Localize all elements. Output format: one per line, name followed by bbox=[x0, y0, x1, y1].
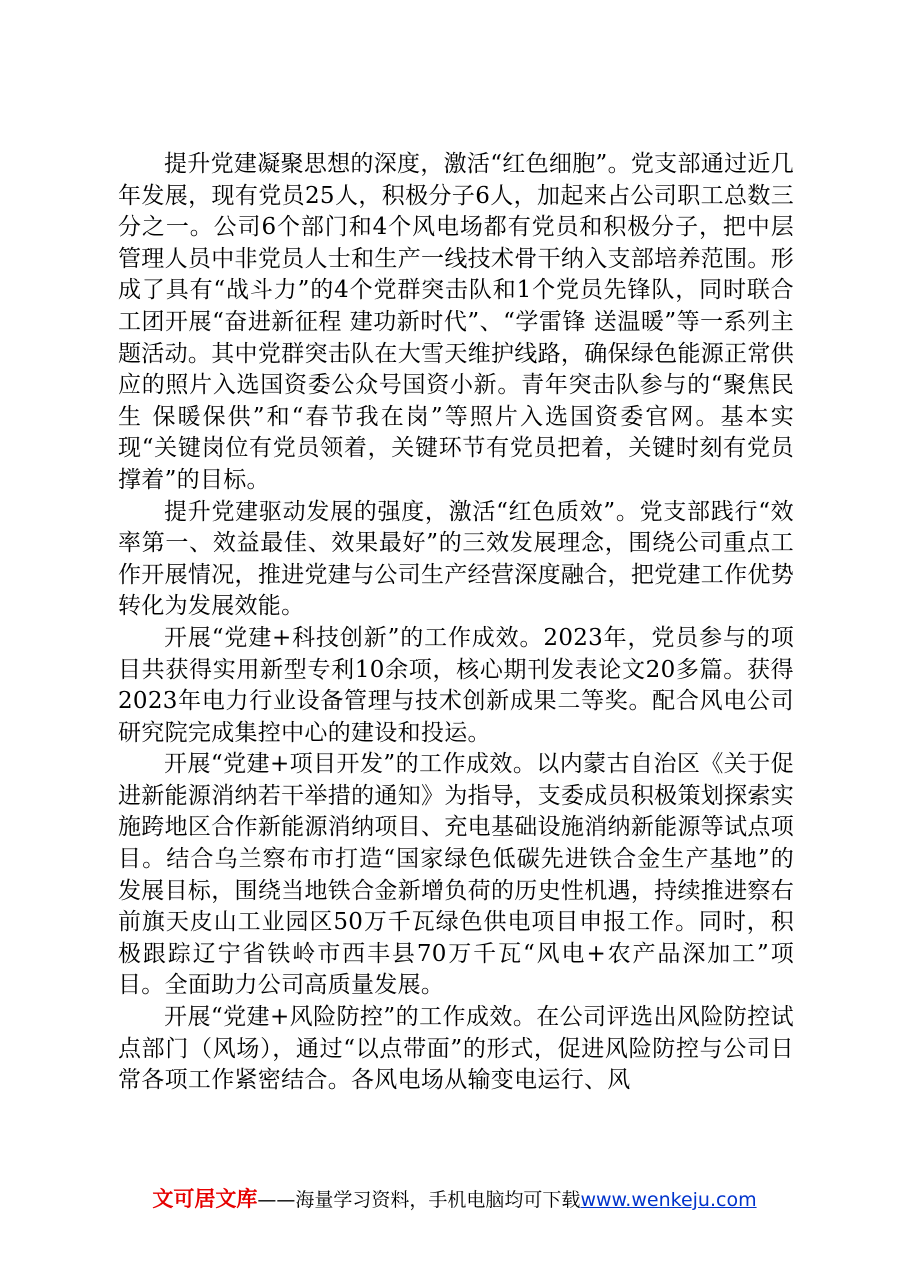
paragraph-party-driven-development: 提升党建驱动发展的强度，激活“红色质效”。党支部践行“效率第一、效益最佳、效果最好”的三效发展理念，围绕公司重点工作开展情况，推进党建与公司生产经营深度融合，把党建工作优势转化为发展效能。 bbox=[118, 498, 794, 620]
footer-brand: 文可居文库 bbox=[152, 1187, 258, 1211]
paragraph-party-cohesion: 提升党建凝聚思想的深度，激活“红色细胞”。党支部通过近几年发展，现有党员25人，积极分子6人，加起来占公司职工总数三分之一。公司6个部门和4个风电场都有党员和积极分子，把中层管理人员中非党员人士和生产一线技术骨干纳入支部培养范围。形成了具有“战斗力”的4个党群突击队和1个党员先锋队，同时联合工团开展“奋进新征程 建功新时代”、“学雷锋 送温暖”等一系列主题活动。其中党群突击队在大雪天维护线路，确保绿色能源正常供应的照片入选国资委公众号国资小新。青年突击队参与的“聚焦民生 保暖保供”和“春节我在岗”等照片入选国资委官网。基本实现“关键岗位有党员领着，关键环节有党员把着，关键时刻有党员撑着”的目标。 bbox=[118, 151, 794, 493]
footer-url-link[interactable]: www.wenkeju.com bbox=[580, 1189, 757, 1211]
footer-banner bbox=[0, 1183, 909, 1213]
paragraph-project-development: 开展“党建+项目开发”的工作成效。以内蒙古自治区《关于促进新能源消纳若干举措的通知》为指导，支委成员积极策划探索实施跨地区合作新能源消纳项目、充电基础设施消纳新能源等试点项目。结合乌兰察布市打造“国家绿色低碳先进铁合金生产基地”的发展目标，围绕当地铁合金新增负荷的历史性机遇，持续推进察右前旗天皮山工业园区50万千瓦绿色供电项目申报工作。同时，积极跟踪辽宁省铁岭市西丰县70万千瓦“风电+农产品深加工”项目。全面助力公司高质量发展。 bbox=[118, 751, 794, 999]
paragraph-risk-control: 开展“党建+风险防控”的工作成效。在公司评选出风险防控试点部门（风场），通过“以点带面”的形式，促进风险防控与公司日常各项工作紧密结合。各风电场从输变电运行、风 bbox=[118, 1004, 794, 1094]
paragraph-tech-innovation: 开展“党建+科技创新”的工作成效。2023年，党员参与的项目共获得实用新型专利10余项，核心期刊发表论文20多篇。获得2023年电力行业设备管理与技术创新成果二等奖。配合风电公司研究院完成集控中心的建设和投运。 bbox=[118, 624, 794, 746]
footer-slogan: ——海量学习资料，手机电脑均可下载 bbox=[257, 1189, 581, 1211]
document-body bbox=[118, 149, 794, 1097]
